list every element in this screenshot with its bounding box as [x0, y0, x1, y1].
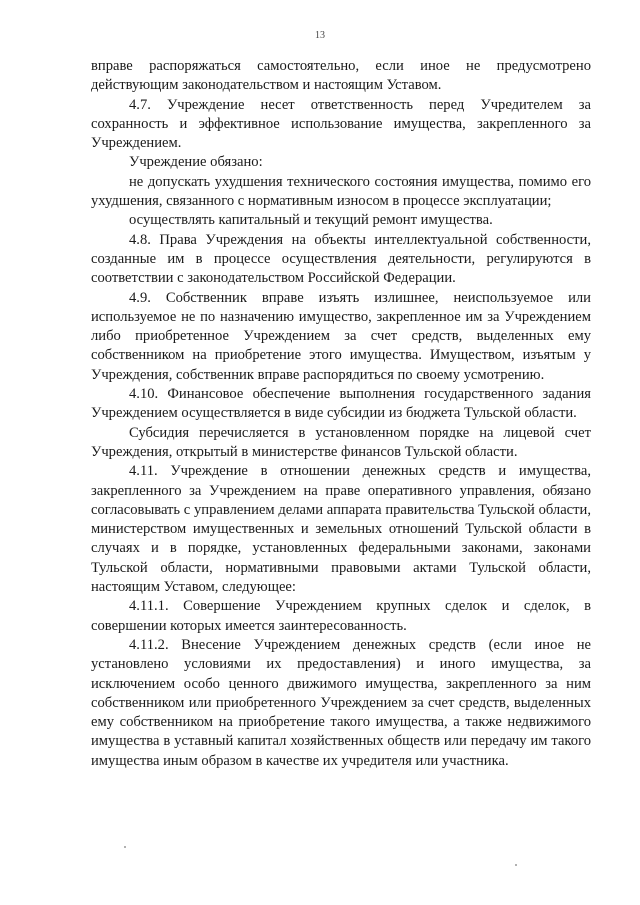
- paragraph-obligation-2: осуществлять капитальный и текущий ремонт имущества.: [129, 212, 493, 229]
- paragraph-4-7: 4.7. Учреждение несет ответственность перед Учредителем за сохранность и эффективное использование имущества, закрепленного за Учреждением.: [91, 96, 591, 152]
- paragraph-obligation-1: не допускать ухудшения технического состояния имущества, помимо его ухудшения, связанного с нормативным износом в процессе эксплуатации;: [91, 173, 591, 210]
- paragraph-4-10: 4.10. Финансовое обеспечение выполнения государственного задания Учреждением осуществляется в виде субсидии из бюджета Тульской области.: [91, 386, 591, 422]
- paragraph-subsidy: Субсидия перечисляется в установленном порядке на лицевой счет Учреждения, открытый в министерстве финансов Тульской области.: [91, 424, 591, 460]
- paragraph-4-11-2: 4.11.2. Внесение Учреждением денежных средств (если иное не установлено условиями их предоставления) и иного имущества, за исключением особо ценного движимого имущества, закрепленного за ним собственником или приобретенного Учреждением за счет средств, выделенных ему собственником на приобретение такого имущества, а также недвижимого имущества в уставный капитал хозяйственных обществ или передачу им такого имущества иным образом в качестве их учредителя или участника.: [91, 636, 591, 769]
- scan-speck: [515, 864, 517, 866]
- paragraph-4-11-1: 4.11.1. Совершение Учреждением крупных сделок и сделок, в совершении которых имеется заинтересованность.: [91, 598, 591, 634]
- paragraph-4-9: 4.9. Собственник вправе изъять излишнее, неиспользуемое или используемое не по назначению имущество, закрепленное им за Учреждением либо приобретенное Учреждением за счет средств, выделенных ему собственником на приобретение этого имущества. Имуществом, изъятым у Учреждения, собственник вправе распорядиться по своему усмотрению.: [91, 289, 591, 383]
- page-number: 13: [315, 30, 325, 41]
- paragraph-4-11: 4.11. Учреждение в отношении денежных средств и имущества, закрепленного за Учреждением на праве оперативного управления, обязано согласовывать с управлением делами аппарата правительства Тульской области, министерством имущественных и земельных отношений Тульской области в случаях и в порядке, установленных федеральными законами, законами Тульской области, нормативными правовыми актами Тульской области, настоящим Уставом, следующее:: [91, 463, 591, 596]
- page-body: [91, 57, 591, 771]
- paragraph-continuation: вправе распоряжаться самостоятельно, если иное не предусмотрено действующим законодательством и настоящим Уставом.: [91, 58, 591, 94]
- scan-speck: [124, 846, 126, 848]
- paragraph-obligations-intro: Учреждение обязано:: [129, 154, 263, 171]
- paragraph-4-8: 4.8. Права Учреждения на объекты интеллектуальной собственности, созданные им в процессе осуществления деятельности, регулируются в соответствии с законодательством Российской Федерации.: [91, 231, 591, 287]
